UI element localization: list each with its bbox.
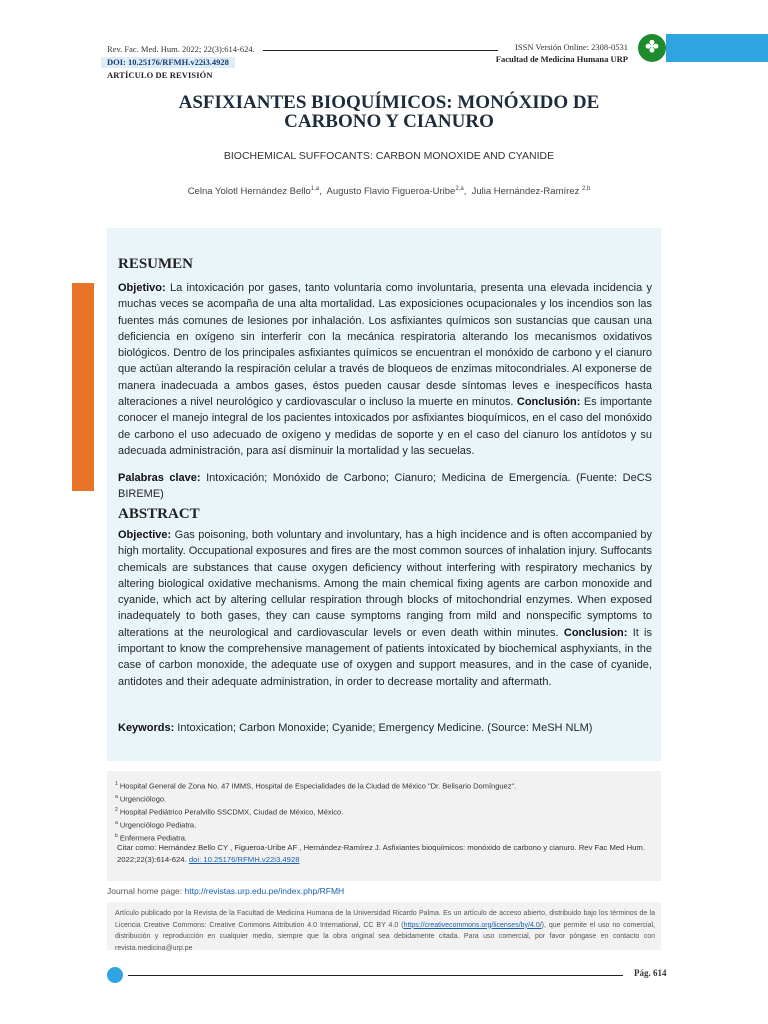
header-right: [496, 41, 628, 65]
resumen-conclusion-text: Es importante conocer el manejo integral de los pacientes intoxicados por asfixiantes bioquímicos, en el caso del monóxido de carbono el uso adecuado de oxígeno y medidas de soporte y en el caso del cianuro los antídotos y su adecuada administración, para así disminuir la mortalidad y las secuelas.: [118, 396, 653, 457]
header-color-bar: [666, 34, 768, 62]
author-name: Julia Hernández-Ramírez: [471, 186, 580, 198]
title-line-1: ASFIXIANTES BIOQUÍMICOS: MONÓXIDO DE: [178, 92, 600, 113]
abstract-objective-text: Gas poisoning, both voluntary and involuntary, has a high incidence and is often accompanied by high mortality. Occupational exposures and fires are the most common sources of inhalation injury. Suffocants chemicals are substances that cause oxygen deficiency without interfering with respiratory mechanics by altering biological oxidative mechanisms. Among the main chemical fixing agents are carbon monoxide and cyanide, which act by altering cellular respiration through blocks of mitochondrial enzymes. When exposed inadequately to both gases, they can cause symptoms ranging from mild and nonspecific symptoms to alterations at the neurological and cardiovascular levels or even death within minutes.: [118, 529, 652, 639]
resumen-heading: RESUMEN: [118, 256, 194, 272]
page-number: Pág. 614: [634, 968, 667, 978]
author-list: Celna Yolotl Hernández Bello$^{1,a}$, Augusto Flavio Figueroa-Uribe$^{2,a}$, Julia Hernández-Ramírez $^{2,b}$: [187, 186, 591, 198]
footnote-item: $^b$ Enfermera Pediatra.: [115, 833, 187, 843]
license-box: [107, 902, 661, 950]
author-affiliation: 2,b: [581, 186, 591, 192]
resumen-objective-label: Objetivo:: [118, 282, 166, 294]
author-name: Augusto Flavio Figueroa-Uribe: [326, 186, 456, 198]
footnote-item: $^2$ Hospital Pediátrico Peralvillo SSCDMX, Ciudad de México, México.: [115, 807, 344, 817]
header-left: [107, 44, 255, 81]
journal-emblem-icon: [107, 967, 123, 983]
faculty-logo-icon: ✤: [638, 34, 666, 62]
footnote-item: $^1$ Hospital General de Zona No. 47 IMMS, Hospital de Especialidades de la Ciudad de México "Dr. Belisario Domínguez".: [115, 781, 517, 791]
abstract-keywords-label: Keywords:: [118, 722, 175, 734]
summary-box: [107, 228, 661, 761]
license-link[interactable]: https://creativecommons.org/licenses/by/4.0/: [403, 921, 542, 929]
journal-home: [107, 886, 344, 896]
abstract-keywords-text: Intoxication; Carbon Monoxide; Cyanide; Emergency Medicine. (Source: MeSH NLM): [174, 722, 593, 734]
footnote-item: $^a$ Urgenciólogo Pediatra.: [115, 820, 197, 830]
article-type: ARTÍCULO DE REVISIÓN: [107, 70, 213, 80]
abstract-conclusion-text: It is important to know the comprehensive management of patients intoxicated by biochemical asphyxiants, in the case of carbon monoxide, the adequate use of oxygen and support measures, and in the case of cyanide, antidotes and their adequate administration, in order to decrease mortality and aftermath.: [118, 626, 653, 688]
abstract-objective-label: Objective:: [118, 529, 172, 541]
author-affiliation: 2,a: [455, 186, 464, 192]
resumen-conclusion-label: Conclusión:: [516, 396, 581, 409]
header-divider: [263, 50, 498, 51]
side-tab-label: ARTÍCULO DE REVISIÓN: [28, 306, 40, 458]
license-text: [115, 908, 655, 954]
footer-divider: [128, 975, 623, 976]
english-title: BIOCHEMICAL SUFFOCANTS: CARBON MONOXIDE AND CYANIDE: [223, 150, 555, 162]
license-text-a: Artículo publicado por la Revista de la Facultad de Medicina Humana de la Universidad Ricardo Palma. Es un artículo de acceso abierto, distribuido bajo los términos de la Licencia Creative Commons: Creative Commons Attribution 4.0 International, CC BY 4.0 (: [115, 910, 655, 929]
journal-home-label: Journal home page:: [107, 886, 185, 896]
abstract-heading: ABSTRACT: [118, 506, 200, 522]
abstract-body: [118, 527, 652, 690]
abstract-keywords: [118, 720, 652, 736]
faculty-name: Facultad de Medicina Humana URP: [495, 54, 628, 64]
journal-citation: Rev. Fac. Med. Hum. 2022; 22(3):614-624.: [107, 44, 255, 54]
resumen-keywords-label: Palabras clave:: [118, 472, 201, 484]
resumen-keywords-text: Intoxicación; Monóxido de Carbono; Cianuro; Medicina de Emergencia. (Fuente: DeCS BIREME): [118, 472, 652, 501]
issn: ISSN Versión Online: 2308-0531: [515, 42, 628, 52]
side-tab: [72, 283, 94, 491]
citation-text: Citar como: Hernández Bello CY , Figueroa-Uribe AF , Hernández-Ramírez J. Asfixiantes bioquímicos: monóxido de carbono y cianuro. Rev Fac Med Hum. 2022;22(3):614-624.: [117, 843, 645, 864]
resumen-keywords: [118, 470, 652, 503]
journal-home-link[interactable]: http://revistas.urp.edu.pe/index.php/RFMH: [184, 886, 345, 896]
author-name: Celna Yolotl Hernández Bello: [187, 186, 311, 198]
license-text-b: ), que permite el uso no comercial, distribución y reproducción en cualquier medio, siempre que la obra original sea debidamente citada. Para uso comercial, por favor póngase en contacto con revista.medicina@urp.pe: [115, 921, 655, 952]
article-title: [90, 93, 688, 131]
author-affiliation: 1,a: [310, 186, 320, 192]
resumen-body: [118, 280, 652, 459]
title-line-2: CARBONO Y CIANURO: [284, 111, 494, 132]
footnote-item: $^a$ Urgenciólogo.: [115, 794, 167, 804]
doi-link[interactable]: DOI: 10.25176/RFMH.v22i3.4928: [101, 57, 235, 68]
resumen-objective-text: La intoxicación por gases, tanto voluntaria como involuntaria, presenta una elevada incidencia y muchas veces se acompaña de una alta mortalidad. Las exposiciones ocupacionales y los incendios son las fuentes más comunes de lesiones por inhalación. Los asfixiantes químicos son sustancias que causan una deficiencia en oxígeno sin interferir con la mecánica respiratoria alterando los mecanismos oxidativos biológicos. Dentro de los principales asfixiantes químicos se encuentran el monóxido de carbono y el cianuro que actúan alterando la respiración celular a través de bloqueos de enzimas mitocondriales. Al exponerse de manera inadecuada a ambos gases, éstos pueden causar desde síntomas leves e inespecíficos hasta alteraciones a nivel neurológico y cardiovascular o incluso la muerte en minutos.: [118, 282, 652, 409]
footnote-list: [115, 779, 516, 844]
abstract-conclusion-label: Conclusion:: [563, 626, 628, 639]
citation-block: [117, 842, 657, 866]
citation-doi-link[interactable]: doi: 10.25176/RFMH.v22i3.4928: [188, 855, 300, 864]
footnotes-box: [107, 771, 661, 881]
